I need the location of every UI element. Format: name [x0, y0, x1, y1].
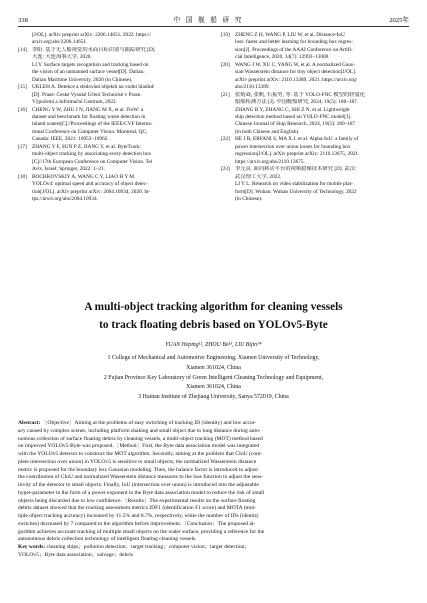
abstract-label: Abstract:	[18, 420, 41, 426]
reference-column-right	[221, 32, 409, 203]
abstract-line: plete intersection over union) in YOLOv5 is sensitive to small objects, the normalized Wasserstein distance	[18, 458, 257, 465]
affiliation-line: 3 Hainan Institute of Zhejiang University, Sanya 572019, China	[138, 394, 289, 401]
abstract-line: on improved YOLOv5-Byte was proposed.［Method］First, the Byte data association model was integrated	[18, 443, 260, 450]
abstract-section	[18, 420, 409, 560]
issue-year: 2025年	[389, 17, 409, 24]
page-number: 338	[18, 17, 28, 24]
abstract-line: metric is proposed for the boundary box Gaussian modeling. Then, the balance factor is introduced to adjust	[18, 466, 258, 473]
reference-number: [22]	[221, 136, 230, 143]
reference-column-left	[18, 32, 206, 203]
reference-line: power intersection over union losses for bounding box	[235, 143, 351, 150]
reference-text	[235, 92, 409, 137]
reference-line: Dalian Maritime University, 2020 (in Chinese).	[32, 76, 133, 83]
abstract-line: debris dataset showed that the tracking assessment metrics IDF1 (identification F1 score) and MOTA (mul-	[18, 505, 257, 512]
keywords-line	[18, 544, 409, 552]
affiliation-line: Xiamen 361024, China	[186, 384, 241, 391]
abstract-line: objects being discarded due to low confidence.［Results］The experimental results on the surface floating	[18, 497, 256, 504]
reference-text	[32, 144, 206, 174]
reference-number: [16]	[18, 106, 27, 113]
reference-line: multi-object tracking by associating every detection box	[32, 151, 152, 158]
reference-list	[18, 32, 409, 203]
reference-line: ZHANG Y F, SUN P Z, JIANG Y, et al. ByteTrack:	[32, 143, 142, 150]
reference-line: dataset and benchmark for floating waste detection in	[32, 113, 146, 120]
reference-number: [23]	[221, 166, 230, 173]
reference-line: CHENG Y W, ZHU J N, JIANG M X, et al. FloW: a	[32, 106, 144, 113]
reference-line: 武汉理工大学, 2022.	[235, 173, 282, 180]
affiliation-line: 2 Fujian Province Key Laboratory of Green Intelligent Cleaning Technology and Equipment,	[103, 374, 324, 381]
reference-number: [14]	[18, 46, 27, 53]
keywords-line: YOLOv5；Byte data association；salvage；debris	[18, 551, 133, 558]
affiliation-line: 1 College of Mechanical and Automotive Engineering, Xiamen University of Technology,	[107, 355, 320, 361]
reference-line: sian Wasserstein distance for tiny object detection[J/OL].	[235, 69, 357, 76]
reference-line: https://arxiv.org/abs/2110.13675.	[235, 158, 305, 165]
reference-line: 李元良. 面向移动平台的视频稳像技术研究 [D]. 武汉:	[235, 166, 357, 173]
reference-line: Aviv, Israel: Springer, 2022: 1–21.	[32, 166, 106, 173]
reference-line: the vision of an unmanned surface vessel[D]. Dalian:	[32, 69, 145, 76]
page-header	[18, 8, 409, 27]
reference-line: WANG J W, XU C, YANG W, et al. A normalized Gaus-	[235, 61, 355, 68]
reference-line: Výpočetní a Informační Centrum, 2022.	[32, 99, 118, 106]
reference-line: cial Intelligence, 2020, 34(7): 12993–13000.	[235, 54, 330, 61]
reference-text	[235, 166, 409, 203]
author-list: YUAN Heping¹², ZHOU Bo¹³, LIU Bijin¹*	[165, 342, 262, 348]
article-title	[18, 298, 409, 334]
reference-line: [C]//17th European Conference on Computer Vision. Tel	[32, 158, 153, 165]
reference-text	[235, 136, 409, 166]
keywords-text: cleaning ships；pollution detection；target tracking；computer vision；target detection；	[46, 544, 250, 550]
reference-text	[32, 47, 206, 84]
reference-line: Canada: IEEE, 2021: 10953–10962.	[32, 136, 109, 143]
reference-entry	[18, 47, 206, 84]
reference-entry	[18, 84, 206, 106]
reference-line: YOLOv4: optimal speed and accuracy of object detec-	[32, 181, 148, 188]
reference-line: ship detection method based on YOLO-FNC model[J].	[235, 113, 352, 120]
reference-line: 大连: 大连海事大学, 2020.	[32, 54, 92, 61]
reference-line: inland waters[C]//Proceedings of the IEEE/CVF Interna-	[32, 121, 153, 128]
reference-line: [J/OL]. arXiv preprint arXiv: 2206.14651, 2022. https://	[32, 32, 151, 38]
abstract-line: nomous collection of surface floating debris by cleaning vessels, a multi-object tracking (MOT) method based	[18, 435, 263, 442]
reference-line: regression[J/OL]. arXiv preprint arXiv: 2110.13675, 2021.	[235, 151, 360, 158]
reference-line: UKLEH A. Detekce a sledování objektů na vodní hladině	[32, 84, 154, 91]
reference-line: ZHANG B Y, ZHANG C, SHI Z N, et al. Lightweight	[235, 106, 350, 113]
reference-number: [21]	[221, 91, 230, 98]
reference-entry	[18, 174, 206, 204]
abstract-line: tiple object tracking accuracy) increased by 11.5% and 8.7%, respectively, while the number of IDs (identity	[18, 513, 259, 519]
abstract-line: acy caused by complex scenes, including platform shaking and small object due to long distance during auto-	[18, 427, 261, 434]
reference-entry	[221, 92, 409, 137]
reference-number: [19]	[221, 32, 230, 38]
reference-line: tional Conference on Computer Vision. Montreal, QC,	[32, 128, 148, 135]
affiliations	[18, 354, 409, 403]
reference-text	[32, 84, 206, 106]
reference-number	[18, 32, 32, 47]
reference-text	[235, 32, 409, 62]
reference-number: [17]	[18, 143, 27, 150]
reference-text	[32, 32, 206, 47]
reference-entry	[18, 107, 206, 144]
reference-line: tion[J/OL]. arXiv preprint arXiv: 2004.10934, 2020. ht-	[32, 188, 151, 195]
abstract-line: gorithm achieves accurate tracking of multiple small objects on the water surface, providing a reference for the	[18, 528, 265, 535]
abstract-line: with the YOLOv5 detector to construct the MOT algorithm. Secondly, aiming at the problem that CIoU (com-	[18, 451, 263, 457]
reference-line: arXiv preprint arXiv: 2110.13389, 2021. https://arxiv.org/	[235, 76, 358, 83]
reference-line: HE J B, ERFANI S, MA X J, et al. Alpha-IoU: a family of	[235, 136, 359, 143]
abstract-line: itivity of the detector to small objects. Finally, IoU (intersection over union) is introduced into the adjustable	[18, 482, 259, 488]
reference-line: ZHENG Z H, WANG P, LIU W, et al. Distance-IoU	[235, 32, 345, 38]
reference-entry	[18, 32, 206, 47]
keywords-label: Key words:	[18, 544, 46, 550]
reference-line: [D]. Praze: České Vysoké Učení Technické v Praze.	[32, 91, 142, 98]
reference-line: loss: faster and better learning for bounding box regres-	[235, 39, 353, 46]
reference-line: LI Y. Surface targets recognition and tracking based on	[32, 61, 149, 68]
reference-entry	[221, 166, 409, 203]
reference-text	[32, 107, 206, 144]
title-line: A multi-object tracking algorithm for cleaning vessels	[84, 301, 343, 313]
reference-line: arxiv.org/abs/2206.14651.	[32, 39, 88, 46]
reference-line: 张炳焱, 张帆, 石振男, 等. 基于 YOLO-FNC 模型的轻量化	[235, 91, 366, 98]
reference-line: LI Y L. Research on video stabilization for mobile plat-	[235, 181, 353, 188]
reference-number: [15]	[18, 84, 27, 91]
reference-entry	[221, 32, 409, 62]
abstract-line: hyper-parameter in the form of a power exponent in the Byte data association model to reduce the risk of small	[18, 489, 265, 496]
reference-line: 李阳. 基于无人船视觉的水面目标识别与跟踪研究 [D].	[32, 46, 156, 53]
reference-line: abs/2110.13389.	[235, 84, 270, 91]
reference-line: BOCHKOVSKIY A, WANG C Y, LIAO H Y M.	[32, 173, 136, 180]
abstract-line	[18, 420, 409, 428]
abstract-text: ［Objective］Aiming at the problems of easy switching of tracking ID (identity) and low accur-	[41, 420, 257, 426]
affiliation-line: Xiamen 361024, China	[186, 364, 241, 371]
reference-line: form[D]. Wuhan: Wuhan University of Technology, 2022	[235, 188, 357, 195]
reference-line: (in Chinese).	[235, 195, 263, 202]
reference-entry	[221, 62, 409, 92]
title-line: to track floating debris based on YOLOv5-Byte	[99, 319, 328, 331]
reference-line: 船舶检测方法 [J]. 中国舰船研究, 2024, 19(5): 180–187.	[235, 99, 359, 106]
reference-line: (in both Chinese and English).	[235, 128, 300, 135]
reference-text	[235, 62, 409, 92]
reference-line: tps://arxiv.org/abs/2004.10934.	[32, 195, 98, 202]
reference-number: [18]	[18, 173, 27, 180]
journal-name: 中 国 舰 船 研 究	[173, 17, 244, 24]
reference-entry	[221, 136, 409, 166]
reference-entry	[18, 144, 206, 174]
reference-line: sion[J]. Proceedings of the AAAI Conference on Artifi-	[235, 46, 353, 53]
abstract-line: switches) decreased by 7 compared to the algorithm before improvement.［Conclusion］The proposed al-	[18, 520, 256, 527]
abstract-line: autonomous debris collection technology of intelligent floating cleaning vessels.	[18, 536, 197, 543]
reference-line: Chinese Journal of Ship Research, 2024, 19(5): 180–187	[235, 121, 356, 128]
reference-number: [20]	[221, 61, 230, 68]
abstract-line: the contribution of CIoU and normalized Wasserstein distance measures to the loss function to adjust the sens-	[18, 474, 263, 481]
reference-text	[32, 174, 206, 204]
